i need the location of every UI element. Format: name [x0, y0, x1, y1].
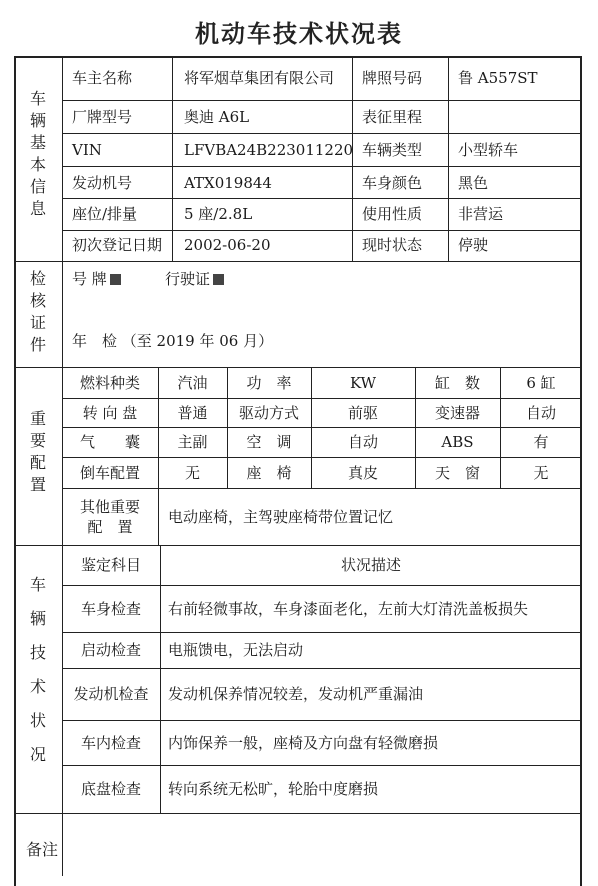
section-label-verify: [26, 268, 50, 356]
column-divider: [158, 367, 159, 545]
section-label-char: 件: [29, 335, 46, 354]
config-label: ABS: [441, 433, 474, 451]
tech-header-desc: 状况描述: [340, 556, 401, 574]
other-config-label-1: 其他重要: [79, 498, 140, 516]
section-label-char: 信: [29, 177, 46, 196]
section-label-char: 况: [29, 745, 46, 764]
usage-value: 非营运: [458, 205, 504, 223]
row-divider: [62, 765, 582, 766]
tech-header-item: 鉴定科目: [80, 556, 141, 574]
plate-check-label: 号 牌: [72, 270, 107, 288]
status-value: 停驶: [458, 236, 489, 254]
row-divider: [62, 720, 582, 721]
other-config-value: 电动座椅，主驾驶座椅带位置记忆: [168, 508, 394, 526]
section-label-char: 配: [29, 453, 46, 472]
seat-label: 座位/排量: [72, 205, 138, 223]
row-divider: [62, 488, 582, 489]
config-label: 变速器: [434, 403, 480, 422]
section-label-char: 基: [29, 133, 46, 152]
config-label: 倒车配置: [79, 463, 140, 482]
tech-item: 底盘检查: [80, 780, 141, 798]
color-value: 黑色: [458, 174, 489, 192]
row-divider: [62, 166, 582, 167]
section-divider: [14, 813, 582, 814]
license-check: [165, 270, 224, 288]
tech-item: 启动检查: [80, 641, 141, 659]
config-value: 有: [533, 433, 549, 451]
section-label-char: 重: [29, 409, 46, 428]
config-value: 普通: [177, 403, 208, 422]
config-value: KW: [349, 373, 377, 392]
config-label: 功 率: [246, 373, 292, 392]
config-value: 自动: [525, 403, 556, 422]
usage-label: 使用性质: [362, 205, 423, 223]
row-divider: [62, 198, 582, 199]
row-divider: [62, 100, 582, 101]
config-label: 燃料种类: [79, 373, 140, 392]
license-checkbox: [213, 274, 224, 285]
row-divider: [62, 398, 582, 399]
vehicle-type-value: 小型轿车: [458, 141, 519, 159]
model-label: 厂牌型号: [72, 108, 133, 126]
row-divider: [62, 457, 582, 458]
plate-value: 鲁 A557ST: [458, 69, 538, 87]
config-value: 无: [184, 463, 200, 482]
plate-check: [72, 270, 121, 288]
vin-value: LFVBA24B223011220: [184, 141, 354, 159]
engine-value: ATX019844: [184, 174, 272, 192]
row-divider: [62, 668, 582, 669]
row-divider: [62, 230, 582, 231]
section-label-char: 核: [29, 291, 46, 310]
section-label-basic: [26, 88, 50, 220]
section-divider: [14, 367, 582, 368]
section-divider: [14, 545, 582, 546]
plate-label: 牌照号码: [362, 69, 423, 87]
vehicle-type-label: 车辆类型: [362, 141, 423, 159]
config-value: 6 缸: [526, 373, 556, 392]
config-value: 主副: [177, 433, 208, 451]
vin-label: VIN: [72, 141, 102, 159]
config-label: 气 囊: [79, 433, 140, 451]
tech-item: 车身检查: [80, 599, 141, 618]
section-label-tech: [26, 568, 50, 772]
registration-label: 初次登记日期: [72, 236, 163, 254]
config-label: 转 向 盘: [82, 403, 138, 422]
section-label-char: 本: [29, 155, 46, 174]
tech-description: 发动机保养情况较差，发动机严重漏油: [168, 685, 424, 703]
status-label: 现时状态: [362, 236, 423, 254]
section-label-char: 息: [29, 199, 46, 218]
section-label-char: 状: [29, 711, 46, 730]
tech-description: 右前轻微事故，车身漆面老化，左前大灯清洗盖板损失: [168, 599, 529, 618]
row-divider: [62, 632, 582, 633]
config-label: 座 椅: [246, 463, 292, 482]
config-label: 缸 数: [434, 373, 480, 392]
tech-description: 电瓶馈电，无法启动: [168, 641, 304, 659]
page-title: 机动车技术状况表: [195, 20, 403, 48]
section-label-char: 辆: [29, 111, 46, 130]
tech-item: 发动机检查: [73, 685, 149, 703]
section-label-char: 车: [29, 89, 46, 108]
column-divider: [172, 56, 173, 261]
engine-label: 发动机号: [72, 174, 133, 192]
config-value: 无: [533, 463, 549, 482]
annual-inspection: 年 检 （至 2019 年 06 月）: [72, 332, 274, 350]
color-label: 车身颜色: [362, 174, 423, 192]
plate-checkbox: [110, 274, 121, 285]
config-value: 汽油: [177, 373, 208, 392]
section-divider: [14, 261, 582, 262]
tech-description: 转向系统无松旷，轮胎中度磨损: [168, 780, 379, 798]
tech-item: 车内检查: [80, 733, 141, 752]
owner-value: 将军烟草集团有限公司: [184, 69, 335, 87]
other-config-label-2: 配 置: [87, 518, 133, 536]
row-divider: [62, 585, 582, 586]
column-divider: [160, 545, 161, 813]
row-divider: [62, 133, 582, 134]
section-label-char: 辆: [29, 609, 46, 628]
section-label-char: 术: [29, 677, 46, 696]
tech-description: 内饰保养一般，座椅及方向盘有轻微磨损: [168, 733, 439, 752]
section-label-char: 要: [29, 431, 46, 450]
mileage-label: 表征里程: [362, 108, 423, 126]
section-label-char: 检: [29, 269, 46, 288]
config-value: 真皮: [347, 463, 378, 482]
row-divider: [62, 427, 582, 428]
section-label-char: 证: [29, 313, 46, 332]
model-value: 奥迪 A6L: [184, 108, 250, 126]
config-value: 前驱: [347, 403, 378, 422]
config-label: 空 调: [246, 433, 292, 451]
section-label-config: [26, 408, 50, 496]
config-label: 天 窗: [434, 463, 480, 482]
section-label-remarks: 备注: [26, 840, 59, 859]
config-value: 自动: [347, 433, 378, 451]
column-divider: [448, 56, 449, 261]
license-check-label: 行驶证: [165, 270, 211, 288]
section-label-char: 置: [29, 475, 46, 494]
owner-label: 车主名称: [72, 69, 133, 87]
registration-value: 2002-06-20: [184, 236, 271, 254]
seat-value: 5 座/2.8L: [184, 205, 253, 223]
section-label-char: 车: [29, 575, 46, 594]
section-label-char: 技: [29, 643, 46, 662]
config-label: 驱动方式: [238, 403, 299, 422]
